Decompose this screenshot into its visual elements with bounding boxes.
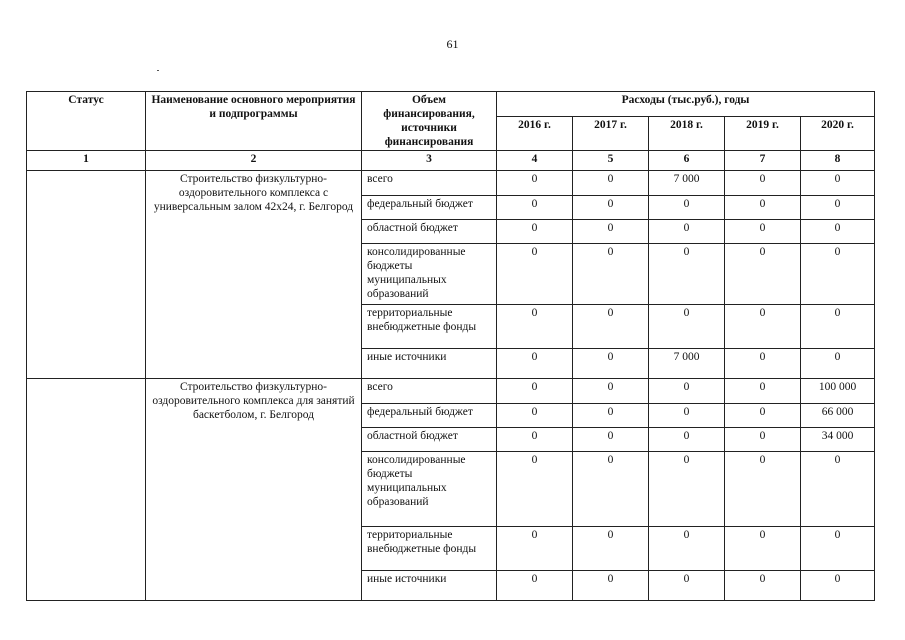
value-cell: 0	[573, 349, 649, 379]
value-cell: 0	[497, 349, 573, 379]
value-cell: 0	[649, 244, 725, 305]
value-cell: 0	[497, 305, 573, 349]
value-cell: 0	[573, 220, 649, 244]
header-year: 2020 г.	[801, 117, 875, 151]
value-cell: 0	[649, 196, 725, 220]
value-cell: 0	[573, 379, 649, 404]
value-cell: 0	[725, 428, 801, 452]
status-cell	[27, 171, 146, 379]
header-name: Наименование основного мероприятия и подпрограммы	[146, 92, 362, 151]
value-cell: 0	[649, 404, 725, 428]
value-cell: 0	[649, 220, 725, 244]
value-cell: 0	[649, 428, 725, 452]
funding-source: территориальные внебюджетные фонды	[362, 527, 497, 571]
value-cell: 0	[649, 305, 725, 349]
value-cell: 0	[801, 244, 875, 305]
header-year: 2017 г.	[573, 117, 649, 151]
header-year: 2016 г.	[497, 117, 573, 151]
funding-source: всего	[362, 379, 497, 404]
value-cell: 0	[725, 404, 801, 428]
header-expenses: Расходы (тыс.руб.), годы	[497, 92, 875, 117]
header-volume: Объем финансирования, источники финансирования	[362, 92, 497, 151]
value-cell: 0	[725, 305, 801, 349]
value-cell: 0	[497, 428, 573, 452]
funding-source: федеральный бюджет	[362, 196, 497, 220]
header-year: 2018 г.	[649, 117, 725, 151]
status-cell	[27, 379, 146, 601]
value-cell: 0	[497, 244, 573, 305]
activity-name: Строительство физкультурно-оздоровительного комплекса с универсальным залом 42х24, г. Белгород	[146, 171, 362, 379]
column-number: 5	[573, 151, 649, 171]
value-cell: 0	[573, 452, 649, 527]
value-cell: 0	[725, 220, 801, 244]
column-number: 3	[362, 151, 497, 171]
value-cell: 0	[801, 452, 875, 527]
page-number: 61	[446, 37, 459, 51]
value-cell: 34 000	[801, 428, 875, 452]
value-cell: 0	[801, 527, 875, 571]
value-cell: 0	[497, 171, 573, 196]
scan-speck	[157, 70, 159, 71]
column-number: 4	[497, 151, 573, 171]
value-cell: 0	[573, 571, 649, 601]
value-cell: 0	[725, 349, 801, 379]
value-cell: 0	[725, 571, 801, 601]
column-number: 8	[801, 151, 875, 171]
value-cell: 0	[649, 527, 725, 571]
value-cell: 0	[497, 196, 573, 220]
value-cell: 0	[573, 244, 649, 305]
funding-source: иные источники	[362, 571, 497, 601]
column-number: 7	[725, 151, 801, 171]
value-cell: 0	[573, 404, 649, 428]
value-cell: 0	[573, 527, 649, 571]
value-cell: 0	[573, 428, 649, 452]
value-cell: 0	[497, 379, 573, 404]
column-number: 6	[649, 151, 725, 171]
funding-source: консолидированные бюджеты муниципальных образований	[362, 452, 497, 527]
value-cell: 0	[725, 379, 801, 404]
header-status: Статус	[27, 92, 146, 151]
value-cell: 0	[725, 171, 801, 196]
value-cell: 7 000	[649, 349, 725, 379]
value-cell: 0	[497, 404, 573, 428]
value-cell: 100 000	[801, 379, 875, 404]
value-cell: 0	[497, 527, 573, 571]
value-cell: 0	[573, 171, 649, 196]
value-cell: 0	[801, 349, 875, 379]
value-cell: 0	[801, 220, 875, 244]
funding-source: областной бюджет	[362, 428, 497, 452]
funding-source: иные источники	[362, 349, 497, 379]
funding-source: всего	[362, 171, 497, 196]
funding-source: областной бюджет	[362, 220, 497, 244]
value-cell: 0	[497, 571, 573, 601]
column-number: 1	[27, 151, 146, 171]
value-cell: 0	[497, 452, 573, 527]
column-number: 2	[146, 151, 362, 171]
value-cell: 0	[725, 527, 801, 571]
value-cell: 0	[649, 452, 725, 527]
value-cell: 0	[725, 196, 801, 220]
value-cell: 0	[801, 171, 875, 196]
value-cell: 0	[573, 305, 649, 349]
value-cell: 0	[801, 305, 875, 349]
value-cell: 0	[573, 196, 649, 220]
value-cell: 0	[801, 571, 875, 601]
header-year: 2019 г.	[725, 117, 801, 151]
table-row	[27, 379, 875, 404]
value-cell: 0	[725, 244, 801, 305]
table-row	[27, 171, 875, 196]
value-cell: 0	[649, 571, 725, 601]
value-cell: 7 000	[649, 171, 725, 196]
funding-source: территориальные внебюджетные фонды	[362, 305, 497, 349]
value-cell: 0	[801, 196, 875, 220]
value-cell: 0	[725, 452, 801, 527]
funding-source: консолидированные бюджеты муниципальных образований	[362, 244, 497, 305]
value-cell: 66 000	[801, 404, 875, 428]
funding-table	[26, 91, 875, 601]
funding-source: федеральный бюджет	[362, 404, 497, 428]
value-cell: 0	[497, 220, 573, 244]
value-cell: 0	[649, 379, 725, 404]
activity-name: Строительство физкультурно-оздоровительного комплекса для занятий баскетболом, г. Белгород	[146, 379, 362, 601]
